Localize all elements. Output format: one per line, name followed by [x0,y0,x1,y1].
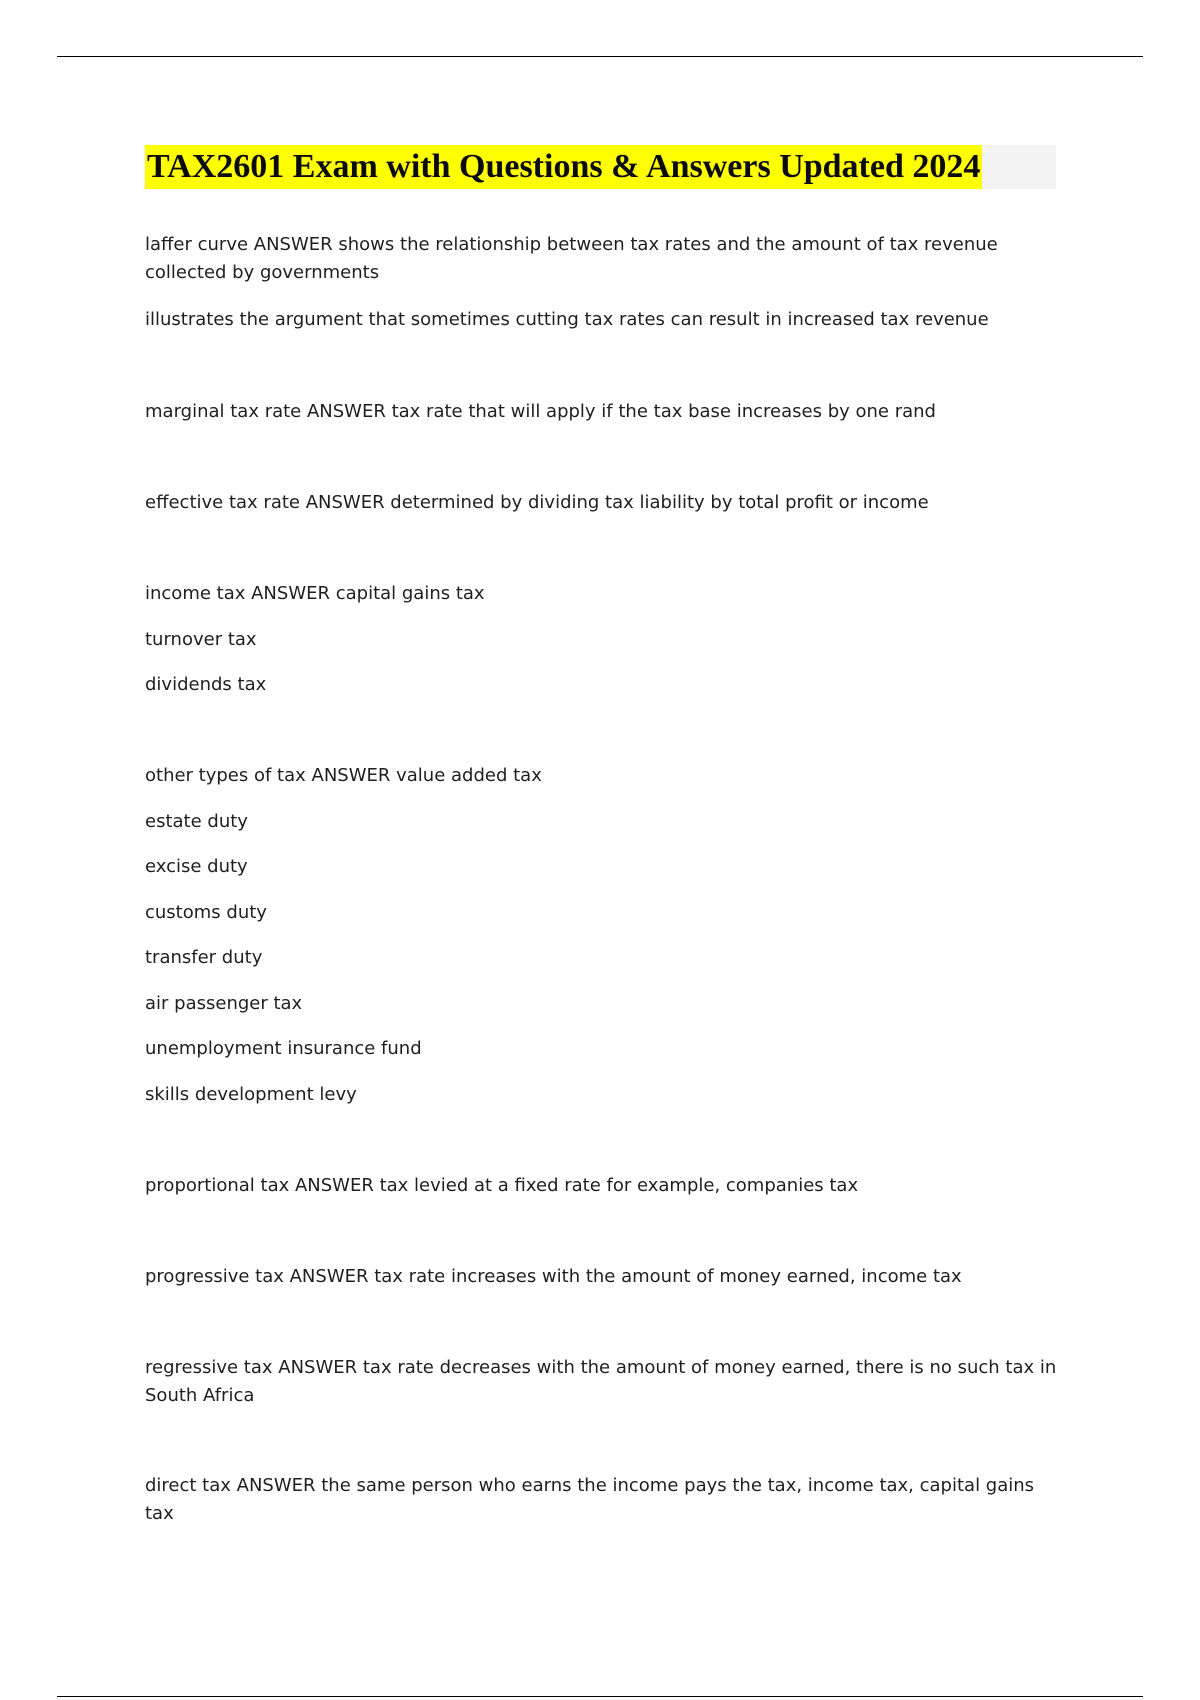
qa-line-skills-levy: skills development levy [145,1084,357,1105]
qa-line-laffer-illustrates: illustrates the argument that sometimes cutting tax rates can result in increased tax revenue [145,309,989,330]
qa-line-direct-tax: direct tax ANSWER the same person who earns the income pays the tax, income tax, capital gains tax [145,1475,1035,1524]
qa-line-proportional-tax: proportional tax ANSWER tax levied at a fixed rate for example, companies tax [145,1175,859,1196]
qa-line-income-tax: income tax ANSWER capital gains tax [145,583,485,604]
page-title: TAX2601 Exam with Questions & Answers Updated 2024 [145,145,982,189]
top-rule [57,56,1143,57]
qa-line-effective-tax-rate: effective tax rate ANSWER determined by dividing tax liability by total profit or income [145,492,929,513]
bottom-rule [57,1696,1143,1697]
qa-line-air-passenger-tax: air passenger tax [145,993,303,1014]
qa-line-other-types: other types of tax ANSWER value added tax [145,765,542,786]
qa-line-regressive-tax: regressive tax ANSWER tax rate decreases with the amount of money earned, there is no such tax in South Africa [145,1357,1057,1406]
qa-line-turnover-tax: turnover tax [145,629,257,650]
qa-line-progressive-tax: progressive tax ANSWER tax rate increases with the amount of money earned, income tax [145,1266,962,1287]
qa-line-customs-duty: customs duty [145,902,267,923]
qa-line-marginal-tax-rate: marginal tax rate ANSWER tax rate that will apply if the tax base increases by one rand [145,401,936,422]
qa-line-dividends-tax: dividends tax [145,674,267,695]
qa-line-uif: unemployment insurance fund [145,1038,422,1059]
qa-line-laffer-curve: laffer curve ANSWER shows the relationship between tax rates and the amount of tax revenue collected by governments [145,234,998,283]
qa-line-excise-duty: excise duty [145,856,248,877]
qa-line-transfer-duty: transfer duty [145,947,263,968]
qa-line-estate-duty: estate duty [145,811,248,832]
